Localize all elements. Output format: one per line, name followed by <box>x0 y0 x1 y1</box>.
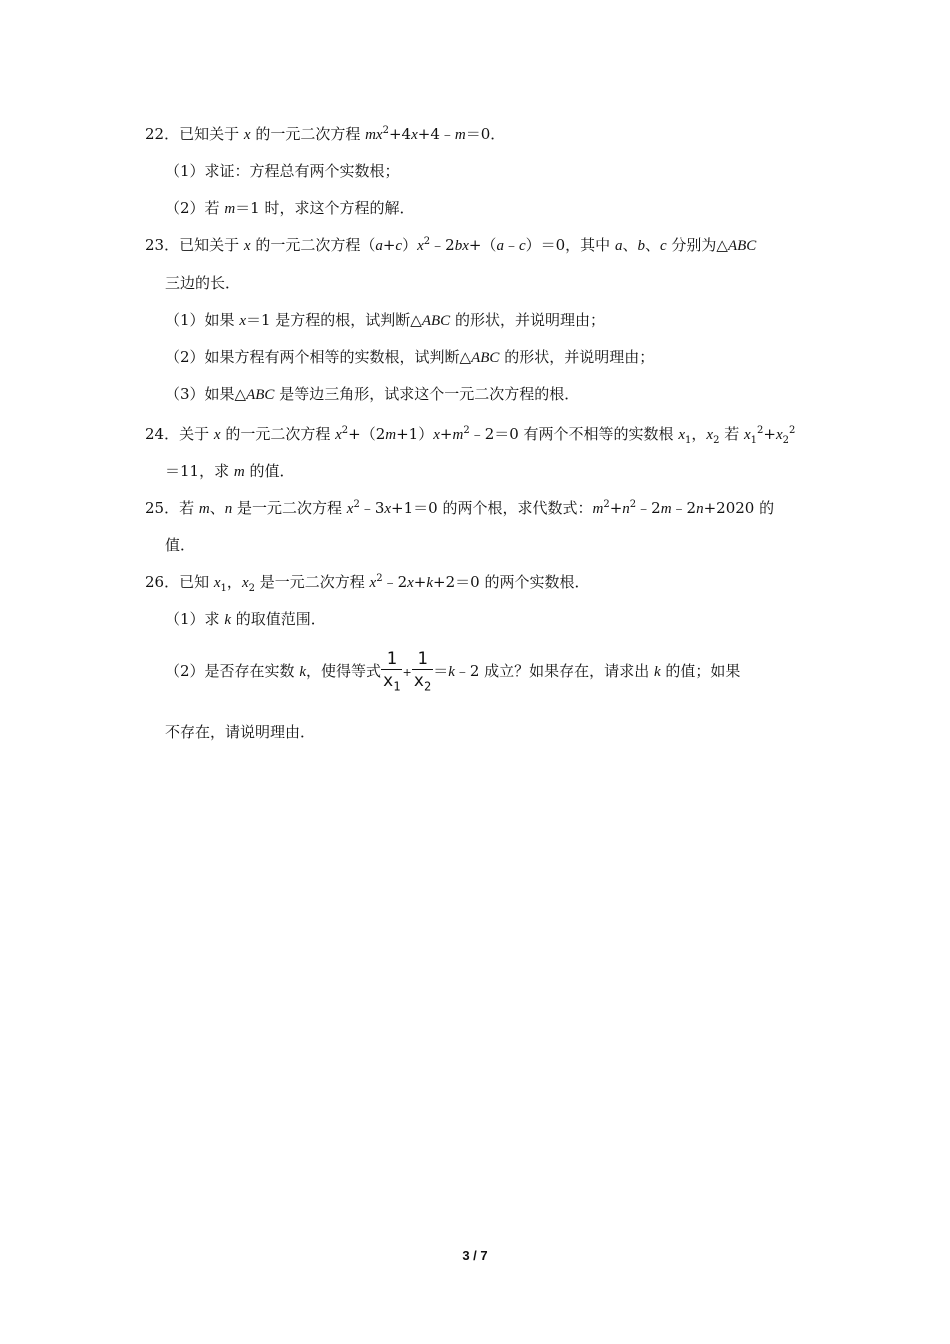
q25-stem-line2: 值． <box>165 536 196 554</box>
q23-part1: （1）如果 x＝1 是方程的根，试判断△ABC 的形状，并说明理由； <box>165 311 605 329</box>
q22-part2: （2）若 m＝1 时，求这个方程的解． <box>165 199 415 217</box>
q26-stem: 26．已知 $x_1$，$x_2$ 是一元二次方程 $x^2﹣2x+k+2=0$ 的两个实数根． <box>145 573 590 594</box>
q23-part3: （3）如果△ABC 是等边三角形，试求这个一元二次方程的根． <box>165 385 580 403</box>
q22-stem: 22．已知关于 x 的一元二次方程 $mx^2+4x+4﹣m=0$． <box>145 125 506 143</box>
q26-part1: （1）求 k 的取值范围． <box>165 610 326 628</box>
q25-stem-line1: 25．若 m、n 是一元二次方程 $x^2﹣3x+1=0$ 的两个根，求代数式：$m^2+n^2﹣2m﹣2n+2020$ 的 <box>145 499 775 517</box>
page-number: 3 / 7 <box>462 1248 488 1263</box>
q22-part1: （1）求证：方程总有两个实数根； <box>165 162 400 180</box>
q23-stem-line1: 23．已知关于 x 的一元二次方程$(a+c)x^2﹣2bx+(a﹣c)=0$，其中 a、b、c 分别为△ABC <box>145 236 757 254</box>
q24-stem-line1: 24．关于 x 的一元二次方程 $x^2+(2m+1)x+m^2﹣2=0$ 有两个不相等的实数根 $x_1$，$x_2$ 若 $x_1^2+x_2^2$ <box>145 425 796 446</box>
fraction-1-over-x1: $\frac{1}{x_1}$ <box>383 648 401 693</box>
q23-stem-line2: 三边的长． <box>165 274 241 292</box>
q26-part2: （2）是否存在实数 k，使得等式 $\frac{1}{x_1}$ + $\frac{1}{x_2}$ ＝k﹣2 成立？如果存在，请求出 k 的值；如果 <box>165 648 741 693</box>
q24-stem-line2: ＝11，求 m 的值． <box>165 462 295 480</box>
q23-part2: （2）如果方程有两个相等的实数根，试判断△ABC 的形状，并说明理由； <box>165 348 655 366</box>
fraction-1-over-x2: $\frac{1}{x_2}$ <box>413 648 432 693</box>
q26-part2-cont: 不存在，请说明理由． <box>165 723 316 741</box>
